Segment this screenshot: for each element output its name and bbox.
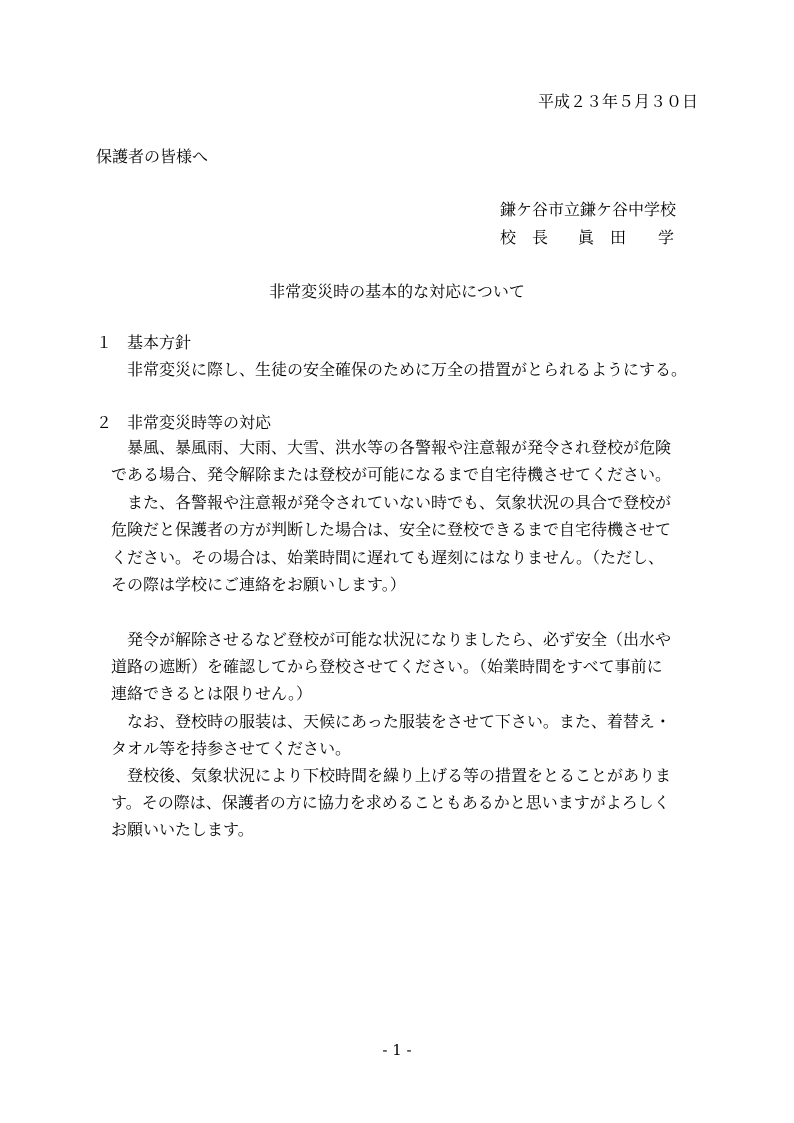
section-number: ２ [96,413,113,432]
paragraph-line: お願いいたします。 [111,820,254,839]
paragraph-line: なお、登校時の服装は、天候にあった服装をさせて下さい。また、着替え・ [127,712,671,731]
paragraph-line: す。その際は、保護者の方に協力を求めることもあるかと思いますがよろしく [111,793,670,812]
paragraph-line: その際は学校にご連絡をお願いします。） [111,575,406,594]
paragraph-line: タオル等を持参させてください。 [111,739,352,758]
paragraph-line: 非常変災に際し、生徒の安全確保のために万全の措置がとられるようにする。 [127,360,688,379]
principal-role: 校 長 [500,228,549,247]
section-heading: 基本方針 [127,333,192,352]
paragraph-line: また、各警報や注意報が発令されていない時でも、気象状況の具合で登校が [127,493,672,512]
page-number: - 1 - [382,1041,412,1059]
paragraph-line: 連絡できるとは限りせん。） [111,684,312,703]
paragraph-line: である場合、発令解除または登校が可能になるまで自宅待機させてください。 [111,465,672,484]
principal-name: 眞 田 学 [578,228,675,247]
document-date: 平成２３年５月３０日 [537,92,698,111]
paragraph-line: 暴風、暴風雨、大雨、大雪、洪水等の各警報や注意報が発令され登校が危険 [127,438,672,457]
paragraph-line: 登校後、気象状況により下校時間を繰り上げる等の措置をとることがありま [127,766,672,785]
paragraph-line: ください。その場合は、始業時間に遅れても遅刻にはなりません。（ただし、 [111,548,664,567]
section-heading: 非常変災時等の対応 [127,413,272,432]
section-number: １ [96,333,113,352]
school-name: 鎌ケ谷市立鎌ケ谷中学校 [500,200,677,219]
principal-signature [500,228,674,248]
addressee: 保護者の皆様へ [96,147,209,166]
paragraph-line: 危険だと保護者の方が判断した場合は、安全に登校できるまで自宅待機させて [111,520,672,539]
paragraph-line: 発令が解除させるなど登校が可能な状況になりましたら、必ず安全（出水や [127,630,672,649]
document-title: 非常変災時の基本的な対応について [269,282,525,301]
paragraph-line: 道路の遮断）を確認してから登校させてください。（始業時間をすべて事前に [111,657,663,676]
